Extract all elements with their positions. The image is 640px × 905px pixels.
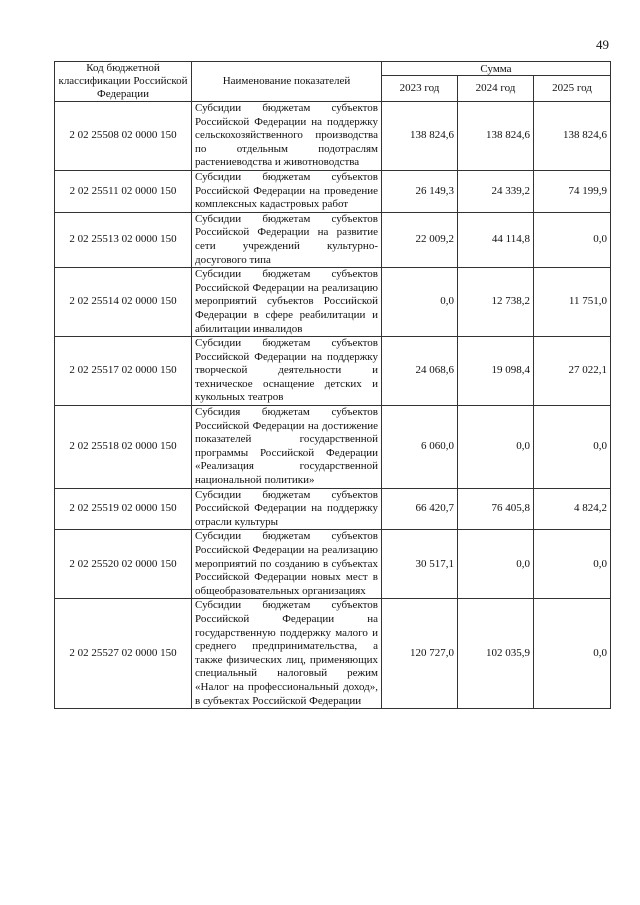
year-2025-header: 2025 год	[534, 76, 611, 102]
name-column-header: Наименование показателей	[192, 62, 382, 102]
year-2023-header: 2023 год	[382, 76, 458, 102]
table-header-row	[55, 62, 611, 76]
table-row	[55, 170, 611, 212]
indicator-name: Субсидии бюджетам субъектов Российской Федерации на поддержку сельскохозяйственного производства по отдельным подотраслям растениеводства и животноводства	[192, 102, 382, 171]
budget-code: 2 02 25517 02 0000 150	[55, 337, 192, 406]
budget-code: 2 02 25514 02 0000 150	[55, 268, 192, 337]
amount-2024: 19 098,4	[458, 337, 534, 406]
amount-2023: 6 060,0	[382, 406, 458, 489]
budget-code: 2 02 25508 02 0000 150	[55, 102, 192, 171]
table-row	[55, 530, 611, 599]
indicator-name: Субсидии бюджетам субъектов Российской Федерации на развитие сети учреждений культурно-досугового типа	[192, 212, 382, 267]
table-row	[55, 268, 611, 337]
amount-2024: 138 824,6	[458, 102, 534, 171]
budget-code: 2 02 25518 02 0000 150	[55, 406, 192, 489]
amount-2024: 24 339,2	[458, 170, 534, 212]
page-number: 49	[596, 37, 609, 52]
budget-code: 2 02 25513 02 0000 150	[55, 212, 192, 267]
amount-2023: 120 727,0	[382, 599, 458, 709]
amount-2025: 27 022,1	[534, 337, 611, 406]
amount-2024: 44 114,8	[458, 212, 534, 267]
amount-2023: 24 068,6	[382, 337, 458, 406]
table-row	[55, 488, 611, 530]
indicator-name: Субсидия бюджетам субъектов Российской Федерации на достижение показателей государственной программы Российской Федерации «Реализация государственной национальной политики»	[192, 406, 382, 489]
amount-2024: 0,0	[458, 406, 534, 489]
indicator-name: Субсидии бюджетам субъектов Российской Федерации на государственную поддержку малого и среднего предпринимательства, а также физических лиц, применяющих специальный налоговый режим «Налог на профессиональный доход», в субъектах Российской Федерации	[192, 599, 382, 709]
budget-code: 2 02 25520 02 0000 150	[55, 530, 192, 599]
budget-table	[54, 61, 611, 709]
amount-2024: 12 738,2	[458, 268, 534, 337]
table-row	[55, 102, 611, 171]
table-row	[55, 406, 611, 489]
budget-code: 2 02 25519 02 0000 150	[55, 488, 192, 530]
table-row	[55, 212, 611, 267]
amount-2025: 4 824,2	[534, 488, 611, 530]
table-row	[55, 337, 611, 406]
amount-2023: 26 149,3	[382, 170, 458, 212]
budget-code: 2 02 25527 02 0000 150	[55, 599, 192, 709]
year-2024-header: 2024 год	[458, 76, 534, 102]
amount-2023: 22 009,2	[382, 212, 458, 267]
amount-2025: 0,0	[534, 599, 611, 709]
table-row	[55, 599, 611, 709]
indicator-name: Субсидии бюджетам субъектов Российской Федерации на поддержку отрасли культуры	[192, 488, 382, 530]
amount-2025: 0,0	[534, 530, 611, 599]
indicator-name: Субсидии бюджетам субъектов Российской Федерации на поддержку творческой деятельности и техническое оснащение детских и кукольных театров	[192, 337, 382, 406]
amount-2023: 30 517,1	[382, 530, 458, 599]
amount-2024: 102 035,9	[458, 599, 534, 709]
budget-code: 2 02 25511 02 0000 150	[55, 170, 192, 212]
sum-column-header: Сумма	[382, 62, 611, 76]
amount-2025: 0,0	[534, 406, 611, 489]
amount-2025: 0,0	[534, 212, 611, 267]
amount-2025: 138 824,6	[534, 102, 611, 171]
amount-2024: 0,0	[458, 530, 534, 599]
amount-2023: 0,0	[382, 268, 458, 337]
indicator-name: Субсидии бюджетам субъектов Российской Федерации на реализацию мероприятий по созданию в субъектах Российской Федерации новых мест в общеобразовательных организациях	[192, 530, 382, 599]
indicator-name: Субсидии бюджетам субъектов Российской Федерации на реализацию мероприятий субъектов Российской Федерации в сфере реабилитации и абилитации инвалидов	[192, 268, 382, 337]
amount-2025: 74 199,9	[534, 170, 611, 212]
code-column-header: Код бюджетной классификации Российской Федерации	[55, 62, 192, 102]
amount-2024: 76 405,8	[458, 488, 534, 530]
indicator-name: Субсидии бюджетам субъектов Российской Федерации на проведение комплексных кадастровых работ	[192, 170, 382, 212]
amount-2023: 66 420,7	[382, 488, 458, 530]
amount-2025: 11 751,0	[534, 268, 611, 337]
amount-2023: 138 824,6	[382, 102, 458, 171]
